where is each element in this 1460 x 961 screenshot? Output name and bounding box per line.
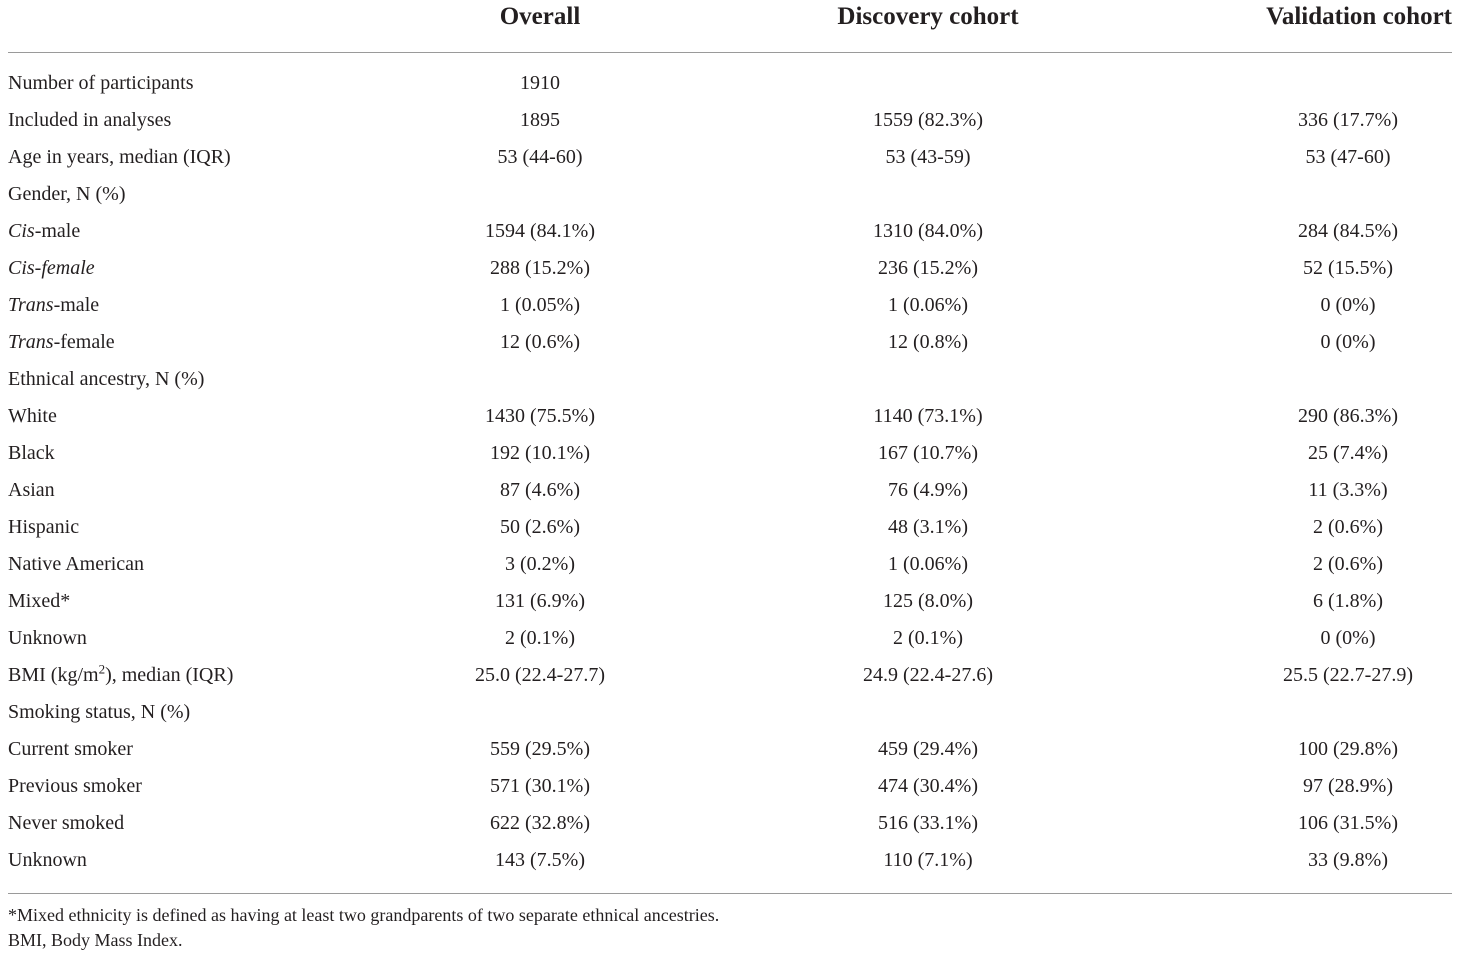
cell-validation: 25.5 (22.7-27.9) xyxy=(1283,664,1413,686)
row-label: Unknown xyxy=(8,627,87,649)
cell-validation: 6 (1.8%) xyxy=(1313,590,1383,612)
cell-validation: 53 (47-60) xyxy=(1305,146,1391,168)
table-row xyxy=(8,472,1452,509)
cell-overall: 1594 (84.1%) xyxy=(485,220,595,242)
cell-validation: 284 (84.5%) xyxy=(1298,220,1398,242)
cell-validation: 290 (86.3%) xyxy=(1298,405,1398,427)
row-label-superscript: 2 xyxy=(98,661,106,677)
cell-overall: 1895 xyxy=(520,109,560,131)
row-label: Asian xyxy=(8,479,55,501)
table-row xyxy=(8,65,1452,102)
row-label: Current smoker xyxy=(8,738,133,760)
cell-validation: 33 (9.8%) xyxy=(1308,849,1388,871)
cell-discovery: 1 (0.06%) xyxy=(888,294,968,316)
row-label: Age in years, median (IQR) xyxy=(8,146,231,168)
cell-discovery: 24.9 (22.4-27.6) xyxy=(863,664,993,686)
cell-overall: 622 (32.8%) xyxy=(490,812,590,834)
cell-overall: 50 (2.6%) xyxy=(500,516,580,538)
cell-discovery: 1 (0.06%) xyxy=(888,553,968,575)
table-row xyxy=(8,398,1452,435)
row-label xyxy=(8,213,80,250)
table-row xyxy=(8,731,1452,768)
row-label: Ethnical ancestry, N (%) xyxy=(8,368,205,390)
cell-overall: 143 (7.5%) xyxy=(495,849,585,871)
cell-discovery: 236 (15.2%) xyxy=(878,257,978,279)
row-label xyxy=(8,250,95,287)
table-footnotes xyxy=(8,894,1452,953)
table-row xyxy=(8,213,1452,250)
table-row xyxy=(8,842,1452,879)
row-label: Included in analyses xyxy=(8,109,172,131)
cell-discovery: 125 (8.0%) xyxy=(883,590,973,612)
row-label xyxy=(8,324,115,361)
cell-overall: 1 (0.05%) xyxy=(500,294,580,316)
cell-overall: 571 (30.1%) xyxy=(490,775,590,797)
row-label-italic: Cis xyxy=(8,220,35,242)
table-row xyxy=(8,657,1452,694)
cell-discovery: 1140 (73.1%) xyxy=(873,405,983,427)
table-row xyxy=(8,694,1452,731)
cell-validation: 0 (0%) xyxy=(1320,331,1376,353)
row-label-italic: Trans xyxy=(8,331,54,353)
cell-discovery: 167 (10.7%) xyxy=(878,442,978,464)
table-row xyxy=(8,324,1452,361)
cell-validation: 52 (15.5%) xyxy=(1303,257,1393,279)
cell-validation: 336 (17.7%) xyxy=(1298,109,1398,131)
footnote-bmi: BMI, Body Mass Index. xyxy=(8,930,183,950)
table-header-row xyxy=(8,0,1452,52)
cell-overall: 1910 xyxy=(520,72,560,94)
table-body xyxy=(8,53,1452,879)
table-row xyxy=(8,768,1452,805)
row-label: Smoking status, N (%) xyxy=(8,701,191,723)
cell-discovery: 474 (30.4%) xyxy=(878,775,978,797)
cell-discovery: 12 (0.8%) xyxy=(888,331,968,353)
cell-discovery: 48 (3.1%) xyxy=(888,516,968,538)
row-label: Black xyxy=(8,442,55,464)
cell-discovery: 1559 (82.3%) xyxy=(873,109,983,131)
cell-overall: 53 (44-60) xyxy=(497,146,583,168)
table-row xyxy=(8,805,1452,842)
table-row xyxy=(8,435,1452,472)
row-label: Never smoked xyxy=(8,812,125,834)
row-label: Previous smoker xyxy=(8,775,142,797)
footnote-mixed-ethnicity: *Mixed ethnicity is defined as having at least two grandparents of two separate ethnical ancestries. xyxy=(8,905,720,925)
cell-overall: 12 (0.6%) xyxy=(500,331,580,353)
cell-validation: 100 (29.8%) xyxy=(1298,738,1398,760)
cell-overall: 87 (4.6%) xyxy=(500,479,580,501)
cell-validation: 106 (31.5%) xyxy=(1298,812,1398,834)
cell-discovery: 516 (33.1%) xyxy=(878,812,978,834)
table-row xyxy=(8,583,1452,620)
table-row xyxy=(8,509,1452,546)
header-overall: Overall xyxy=(499,3,581,30)
table-row xyxy=(8,176,1452,213)
row-label: Mixed* xyxy=(8,590,71,612)
table-row xyxy=(8,361,1452,398)
table-row xyxy=(8,620,1452,657)
row-label xyxy=(8,287,99,324)
row-label-text: -male xyxy=(53,294,100,316)
row-label: Number of participants xyxy=(8,72,194,94)
cell-discovery: 459 (29.4%) xyxy=(878,738,978,760)
row-label xyxy=(8,657,233,694)
cell-validation: 25 (7.4%) xyxy=(1308,442,1388,464)
row-label: Native American xyxy=(8,553,145,575)
cell-validation: 11 (3.3%) xyxy=(1308,479,1388,501)
table-row xyxy=(8,287,1452,324)
row-label-text: -male xyxy=(34,220,81,242)
row-label-italic: Trans xyxy=(8,294,54,316)
cell-validation: 97 (28.9%) xyxy=(1303,775,1393,797)
cell-overall: 131 (6.9%) xyxy=(495,590,585,612)
cell-validation: 2 (0.6%) xyxy=(1313,516,1383,538)
header-validation-cohort: Validation cohort xyxy=(1266,3,1452,30)
row-label: White xyxy=(8,405,57,427)
table-row xyxy=(8,139,1452,176)
table-row xyxy=(8,546,1452,583)
cell-overall: 25.0 (22.4-27.7) xyxy=(475,664,605,686)
cell-overall: 192 (10.1%) xyxy=(490,442,590,464)
cell-overall: 3 (0.2%) xyxy=(505,553,575,575)
cell-validation: 0 (0%) xyxy=(1320,294,1376,316)
row-label: Hispanic xyxy=(8,516,80,538)
row-label-tail: ), median (IQR) xyxy=(105,664,234,686)
cell-discovery: 53 (43-59) xyxy=(885,146,971,168)
cell-overall: 559 (29.5%) xyxy=(490,738,590,760)
cell-validation: 0 (0%) xyxy=(1320,627,1376,649)
row-label: Unknown xyxy=(8,849,87,871)
cohort-characteristics-table xyxy=(8,0,1452,953)
cell-overall: 2 (0.1%) xyxy=(505,627,575,649)
cell-discovery: 76 (4.9%) xyxy=(888,479,968,501)
cell-overall: 1430 (75.5%) xyxy=(485,405,595,427)
row-label-text: BMI (kg/m xyxy=(8,664,99,686)
table-row xyxy=(8,102,1452,139)
cell-overall: 288 (15.2%) xyxy=(490,257,590,279)
row-label-italic: Cis-female xyxy=(8,257,95,279)
header-discovery-cohort: Discovery cohort xyxy=(837,3,1019,30)
cell-discovery: 2 (0.1%) xyxy=(893,627,963,649)
cell-discovery: 1310 (84.0%) xyxy=(873,220,983,242)
table-row xyxy=(8,250,1452,287)
row-label: Gender, N (%) xyxy=(8,183,126,205)
row-label-text: -female xyxy=(53,331,115,353)
cell-discovery: 110 (7.1%) xyxy=(883,849,973,871)
cell-validation: 2 (0.6%) xyxy=(1313,553,1383,575)
